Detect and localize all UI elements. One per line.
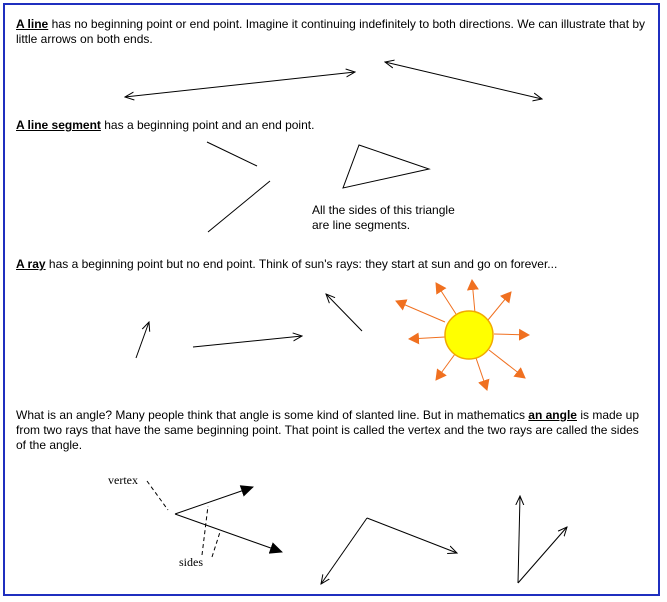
- ray-example-3: [326, 294, 362, 331]
- sun-ray: [409, 337, 445, 339]
- sun-ray: [396, 301, 445, 322]
- ray-text: has a beginning point but no end point. Think of sun's rays: they start at sun and go on forever...: [45, 257, 558, 271]
- ray-example-2: [193, 336, 302, 347]
- sun-ray: [488, 292, 511, 320]
- angle-side-lower: [175, 514, 282, 552]
- triangle-caption-2: are line segments.: [312, 218, 411, 232]
- sun-ray: [436, 283, 456, 314]
- sun-ray: [489, 350, 525, 378]
- sides-pointer-1: [202, 506, 208, 555]
- line-term: A line: [16, 17, 49, 31]
- sides-label: sides: [179, 555, 203, 569]
- angle-example-1-ray-1: [321, 518, 367, 584]
- line-example-2: [385, 62, 542, 99]
- vertex-label: vertex: [108, 473, 138, 487]
- angle-example-1-ray-2: [367, 518, 457, 553]
- ray-term: A ray: [16, 257, 46, 271]
- angle-example-2-ray-2: [518, 527, 567, 583]
- angle-example-2-ray-1: [518, 496, 520, 583]
- angle-term: an angle: [528, 408, 577, 422]
- sun-ray: [472, 280, 475, 313]
- angle-side-upper: [175, 487, 253, 514]
- segment-example-1: [207, 142, 257, 166]
- segment-example-2: [208, 181, 270, 232]
- sun: [445, 311, 493, 359]
- sun-ray: [476, 358, 487, 390]
- sun-ray: [436, 354, 455, 380]
- line-example-1: [125, 72, 355, 97]
- ray-example-1: [136, 322, 149, 358]
- angle-text-after: is made up from two rays that have the same beginning point. That point is called the vertex and the two rays are called the sides of the angle.: [16, 408, 640, 452]
- triangle: [343, 145, 429, 188]
- triangle-caption-1: All the sides of this triangle: [312, 203, 455, 217]
- sun-ray: [494, 334, 529, 335]
- vertex-pointer: [147, 481, 168, 510]
- segment-term: A line segment: [16, 118, 101, 132]
- line-text: has no beginning point or end point. Imagine it continuing indefinitely to both directions. We can illustrate that by little arrows on both ends.: [16, 17, 646, 46]
- angle-text-before: What is an angle? Many people think that angle is some kind of slanted line. But in mathematics: [16, 408, 529, 422]
- sides-pointer-2: [212, 532, 220, 557]
- segment-text: has a beginning point and an end point.: [100, 118, 315, 132]
